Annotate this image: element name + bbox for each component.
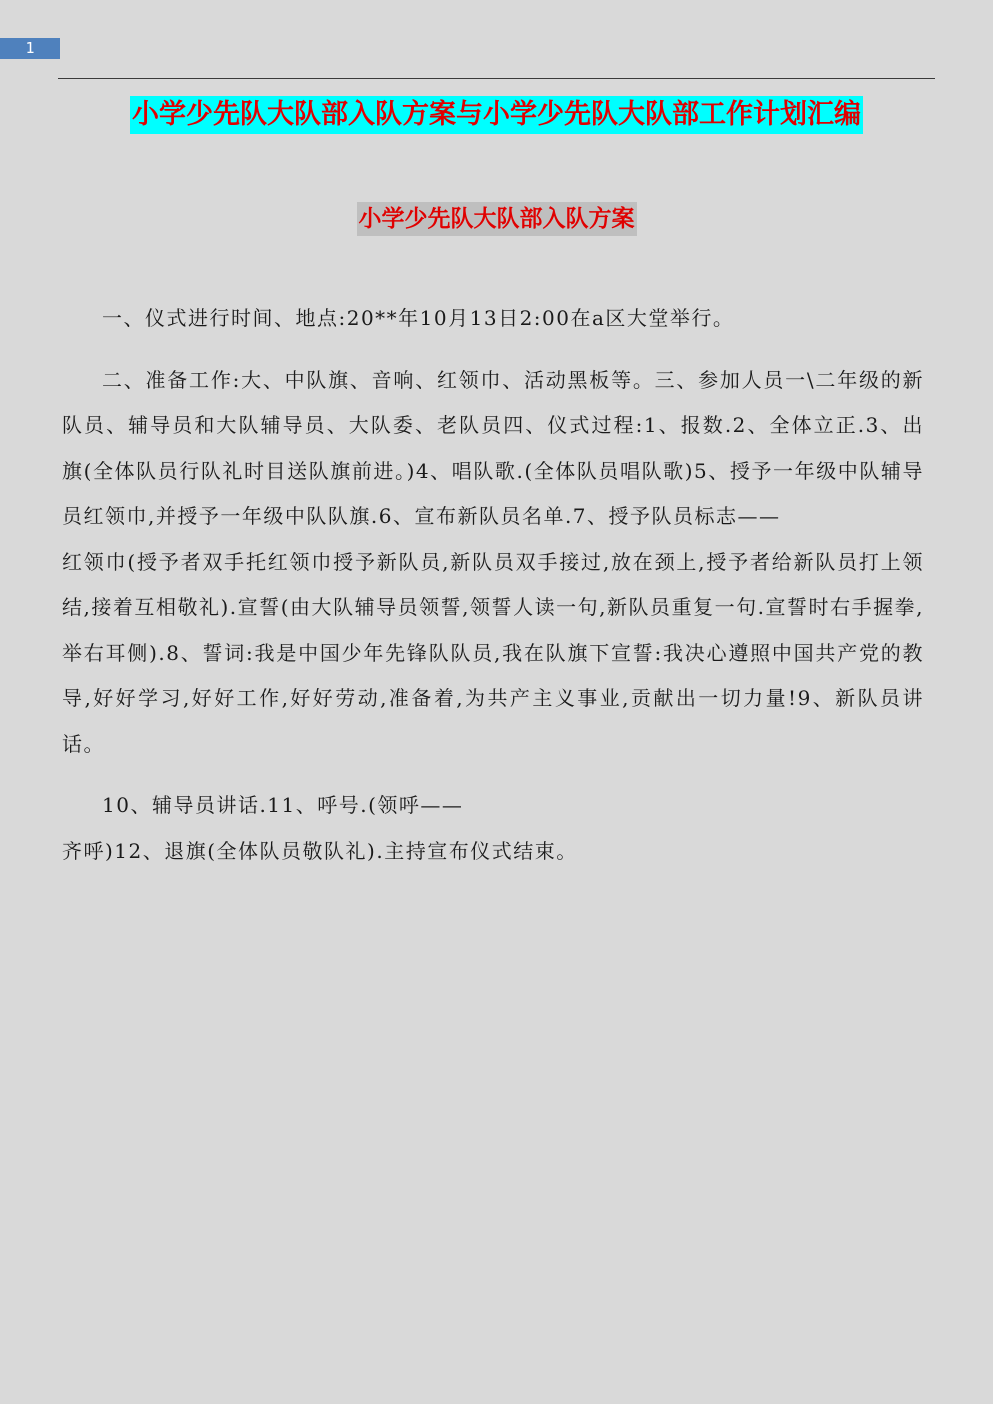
document-title-wrap — [0, 96, 993, 134]
paragraph-2 — [62, 358, 924, 768]
paragraph-line: 齐呼)12、退旗(全体队员敬队礼).主持宣布仪式结束。 — [62, 838, 578, 863]
paragraph-line: 红领巾(授予者双手托红领巾授予新队员,新队员双手接过,放在颈上,授予者给新队员打上领结,接着互相敬礼).宣誓(由大队辅导员领誓,领誓人读一句,新队员重复一句.宣誓时右手握拳,举右耳侧).8、誓词:我是中国少年先锋队队员,我在队旗下宣誓:我决心遵照中国共产党的教导,好好学习,好好工作,好好劳动,准备着,为共产主义事业,贡献出一切力量!9、新队员讲话。 — [62, 549, 924, 756]
paragraph-line: 一、仪式进行时间、地点:20**年10月13日2:00在a区大堂举行。 — [102, 306, 735, 330]
document-body — [62, 296, 924, 890]
paragraph-line: 二、准备工作:大、中队旗、音响、红领巾、活动黑板等。三、参加人员一\二年级的新队员、辅导员和大队辅导员、大队委、老队员四、仪式过程:1、报数.2、全体立正.3、出旗(全体队员行队礼时目送队旗前进。)4、唱队歌.(全体队员唱队歌)5、授予一年级中队辅导员红领巾,并授予一年级中队队旗.6、宣布新队员名单.7、授予队员标志—— — [62, 367, 924, 528]
paragraph-3 — [62, 783, 924, 874]
document-title: 小学少先队大队部入队方案与小学少先队大队部工作计划汇编 — [130, 96, 863, 134]
header-divider — [58, 78, 935, 79]
paragraph-1 — [62, 296, 924, 342]
section-title: 小学少先队大队部入队方案 — [357, 202, 637, 236]
page-number-badge: 1 — [0, 38, 60, 59]
paragraph-line: 10、辅导员讲话.11、呼号.(领呼—— — [102, 793, 464, 817]
section-title-wrap — [0, 202, 993, 236]
